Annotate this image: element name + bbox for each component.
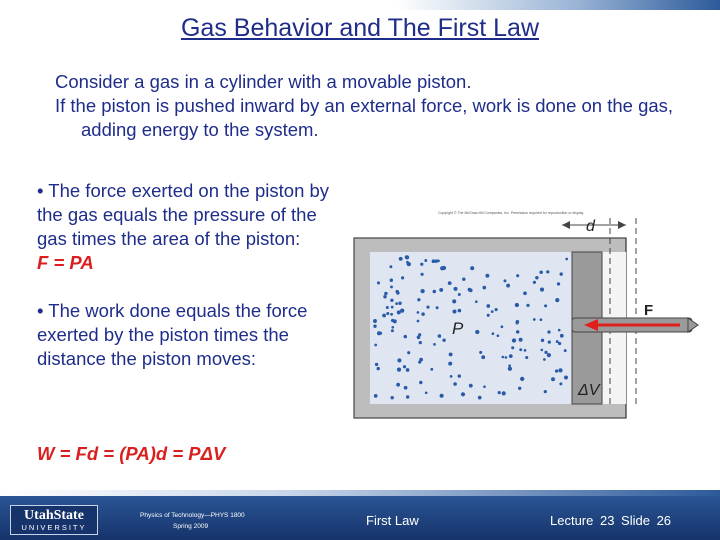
gas-molecule — [458, 309, 462, 313]
gas-molecule — [479, 351, 482, 354]
gas-molecule — [397, 358, 401, 362]
gas-molecule — [419, 358, 423, 362]
gas-molecule — [518, 387, 521, 390]
gas-molecule — [560, 272, 563, 275]
gas-molecule — [377, 367, 380, 370]
gas-molecule — [495, 308, 498, 311]
gas-molecule — [557, 282, 560, 285]
gas-molecule — [382, 314, 386, 318]
force-formula: F = PA — [37, 252, 94, 273]
gas-molecule — [540, 349, 543, 352]
gas-molecule — [390, 313, 393, 316]
gas-molecule — [391, 329, 394, 332]
gas-molecule — [453, 382, 457, 386]
gas-molecule — [540, 318, 543, 321]
gas-molecule — [508, 364, 511, 367]
gas-molecule — [515, 303, 519, 307]
gas-molecule — [558, 329, 561, 332]
gas-molecule — [425, 391, 428, 394]
gas-molecule — [395, 302, 398, 305]
gas-molecule — [533, 281, 536, 284]
gas-molecule — [417, 320, 420, 323]
gas-molecule — [501, 325, 504, 328]
gas-molecule — [400, 308, 404, 312]
gas-molecule — [560, 334, 564, 338]
gas-molecule — [492, 332, 495, 335]
gas-molecule — [417, 311, 420, 314]
topic-label: First Law — [366, 513, 419, 528]
gas-molecule — [497, 334, 500, 337]
gas-molecule — [487, 314, 490, 317]
gas-molecule — [544, 390, 547, 393]
gas-molecule — [384, 292, 388, 296]
gas-molecule — [564, 376, 568, 380]
gas-molecule — [420, 289, 424, 293]
gas-molecule — [386, 306, 389, 309]
figure-copyright: Copyright © The McGraw-Hill Companies, Inc. Permission required for reproduction or display. — [438, 211, 585, 215]
gas-molecule — [386, 312, 389, 315]
gas-molecule — [544, 351, 547, 354]
gas-molecule — [448, 362, 452, 366]
gas-molecule — [417, 335, 421, 339]
gas-molecule — [556, 340, 559, 343]
bullet-work — [37, 299, 337, 371]
gas-molecule — [452, 309, 456, 313]
gas-molecule — [439, 288, 443, 292]
gas-molecule — [390, 285, 393, 288]
gas-molecule — [399, 257, 403, 261]
gas-molecule — [512, 338, 516, 342]
pressure-label: P — [452, 319, 464, 338]
gas-molecule — [508, 367, 512, 371]
rod-tip — [688, 318, 698, 332]
gas-molecule — [436, 306, 439, 309]
gas-molecule — [430, 368, 433, 371]
gas-molecule — [420, 263, 423, 266]
gas-molecule — [483, 385, 486, 388]
gas-molecule — [516, 321, 519, 324]
gas-region — [370, 252, 572, 404]
bullet-list — [37, 179, 337, 371]
gas-molecule — [424, 259, 427, 262]
bullet-force-text: • The force exerted on the piston by the gas equals the pressure of the gas times the area of the piston: — [37, 180, 330, 249]
gas-molecule — [374, 394, 378, 398]
gas-molecule — [509, 354, 513, 358]
footer-accent — [0, 490, 720, 496]
d-arrow-right — [618, 221, 626, 229]
gas-molecule — [546, 270, 549, 273]
gas-molecule — [555, 298, 559, 302]
intro-line-1: Consider a gas in a cylinder with a movable piston. — [55, 71, 472, 92]
gas-molecule — [564, 349, 567, 352]
gas-molecule — [458, 374, 461, 377]
gas-molecule — [544, 304, 547, 307]
gas-molecule — [543, 358, 546, 361]
gas-molecule — [558, 368, 562, 372]
gas-molecule — [426, 306, 429, 309]
gas-molecule — [462, 277, 465, 280]
gas-molecule — [540, 288, 544, 292]
gas-molecule — [454, 287, 458, 291]
gas-molecule — [565, 258, 568, 261]
bullet-work-text: • The work done equals the force exerted by the piston times the distance the piston moves: — [37, 300, 308, 369]
gas-molecule — [404, 386, 408, 390]
logo-line-2: UNIVERSITY — [21, 523, 87, 532]
gas-molecule — [452, 299, 456, 303]
gas-molecule — [523, 291, 527, 295]
gas-molecule — [396, 383, 400, 387]
bullet-force — [37, 179, 337, 275]
gas-molecule — [475, 330, 479, 334]
gas-molecule — [442, 266, 446, 270]
gas-molecule — [520, 377, 524, 381]
d-label: d — [586, 218, 595, 235]
gas-molecule — [491, 310, 494, 313]
gas-molecule — [390, 396, 393, 399]
gas-molecule — [519, 338, 523, 342]
gas-molecule — [419, 341, 422, 344]
gas-molecule — [485, 274, 489, 278]
gas-molecule — [373, 324, 376, 327]
gas-molecule — [547, 353, 551, 357]
gas-molecule — [458, 293, 461, 296]
gas-molecule — [390, 299, 393, 302]
gas-molecule — [404, 335, 407, 338]
gas-molecule — [505, 356, 508, 359]
gas-molecule — [559, 382, 562, 385]
gas-molecule — [450, 375, 453, 378]
gas-molecule — [440, 394, 444, 398]
gas-molecule — [558, 342, 561, 345]
gas-molecule — [398, 301, 402, 305]
gas-molecule — [501, 356, 504, 359]
gas-molecule — [502, 391, 506, 395]
gas-molecule — [375, 363, 378, 366]
gas-molecule — [481, 355, 485, 359]
gas-molecule — [516, 330, 520, 334]
intro-line-2: If the piston is pushed inward by an external force, work is done on the gas, adding energy to the system. — [55, 95, 674, 140]
gas-molecule — [442, 339, 445, 342]
gas-molecule — [533, 318, 536, 321]
gas-molecule — [419, 381, 422, 384]
gas-molecule — [461, 392, 465, 396]
gas-molecule — [469, 384, 473, 388]
gas-molecule — [435, 259, 439, 263]
gas-molecule — [504, 279, 507, 282]
slide-title: Gas Behavior and The First Law — [180, 14, 540, 42]
gas-molecule — [516, 274, 519, 277]
gas-molecule — [498, 391, 501, 394]
gas-molecule — [401, 276, 404, 279]
gas-molecule — [519, 348, 522, 351]
gas-molecule — [539, 270, 543, 274]
gas-molecule — [548, 340, 551, 343]
gas-molecule — [406, 368, 410, 372]
lecture-slide-number: Lecture 23 Slide 26 — [550, 513, 672, 528]
gas-molecule — [526, 304, 529, 307]
gas-molecule — [374, 344, 377, 347]
gas-molecule — [405, 255, 409, 259]
gas-molecule — [417, 298, 420, 301]
gas-molecule — [407, 351, 410, 354]
gas-molecule — [391, 319, 394, 322]
d-arrow-left — [562, 221, 570, 229]
gas-molecule — [475, 300, 478, 303]
gas-molecule — [438, 334, 442, 338]
gas-molecule — [421, 312, 425, 316]
logo-line-1: UtahState — [24, 508, 84, 523]
gas-molecule — [397, 367, 401, 371]
intro-text — [55, 70, 705, 142]
university-logo — [10, 505, 98, 535]
force-label: F — [644, 302, 654, 319]
course-name: Physics of Technology—PHYS 1800 — [140, 512, 245, 519]
gas-molecule — [383, 295, 386, 298]
gas-molecule — [449, 352, 453, 356]
gas-molecule — [478, 396, 482, 400]
gas-molecule — [406, 261, 409, 264]
gas-molecule — [421, 273, 424, 276]
gas-molecule — [406, 395, 409, 398]
gas-molecule — [541, 339, 544, 342]
gas-molecule — [555, 369, 558, 372]
gas-molecule — [373, 319, 377, 323]
gas-molecule — [506, 284, 510, 288]
gas-molecule — [391, 306, 394, 309]
gas-molecule — [486, 304, 490, 308]
gas-molecule — [524, 349, 527, 352]
gas-molecule — [535, 276, 538, 279]
gas-molecule — [391, 326, 394, 329]
gas-molecule — [396, 291, 399, 294]
gas-molecule — [482, 286, 486, 290]
top-accent-bar — [0, 0, 720, 10]
gas-molecule — [525, 356, 528, 359]
semester: Spring 2009 — [173, 523, 209, 530]
footer-bar — [0, 490, 720, 540]
gas-molecule — [470, 266, 474, 270]
work-formula: W = Fd = (PA)d = PΔV — [37, 443, 226, 464]
gas-molecule — [389, 265, 392, 268]
gas-molecule — [448, 281, 452, 285]
gas-molecule — [433, 343, 436, 346]
gas-molecule — [551, 377, 555, 381]
gas-molecule — [377, 281, 380, 284]
gas-molecule — [511, 346, 514, 349]
gas-molecule — [468, 288, 472, 292]
gas-molecule — [379, 332, 382, 335]
gas-molecule — [403, 365, 406, 368]
piston-cylinder-figure — [340, 200, 710, 430]
gas-molecule — [433, 290, 437, 294]
gas-molecule — [547, 330, 550, 333]
gas-molecule — [390, 278, 393, 281]
delta-v-label: ΔV — [578, 382, 600, 399]
